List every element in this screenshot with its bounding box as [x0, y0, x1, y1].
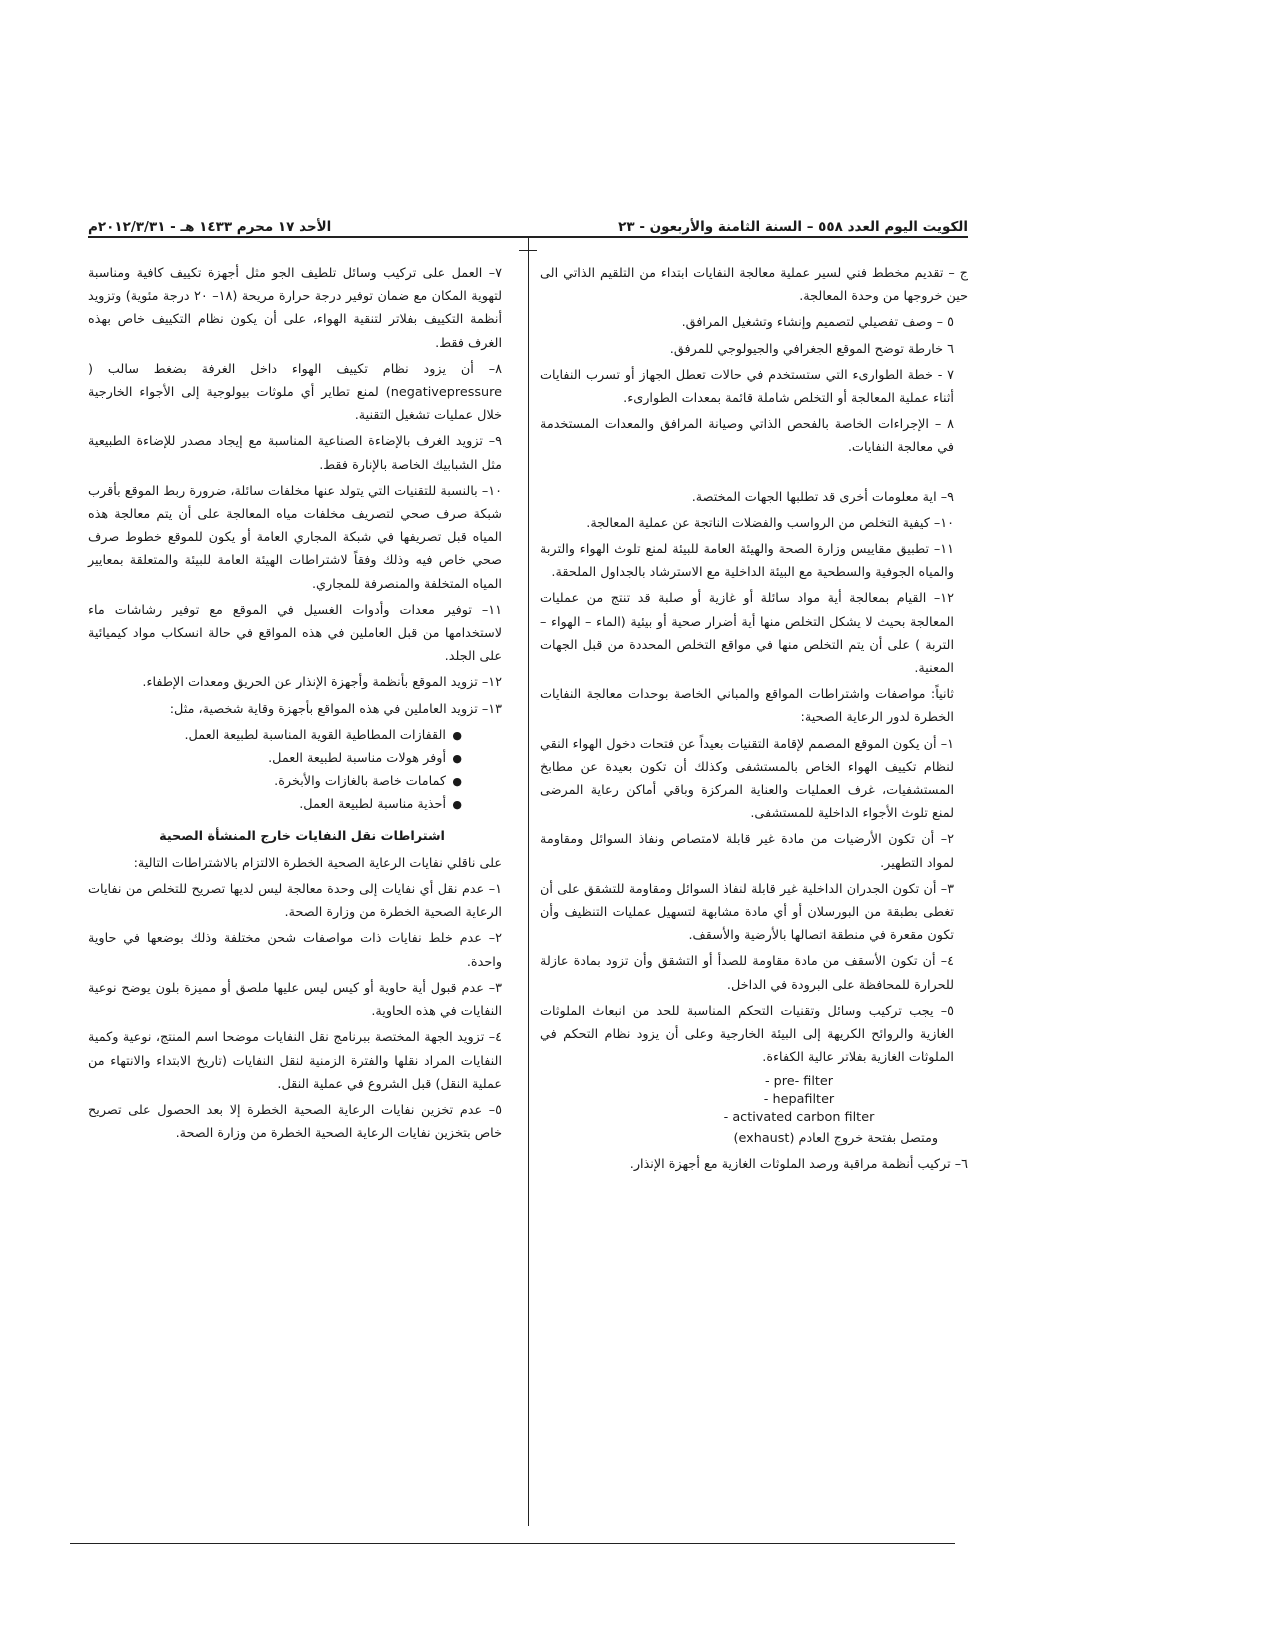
filter-list [540, 1073, 968, 1127]
paragraph: ١٠– بالنسبة للتقنيات التي يتولد عنها مخلفات سائلة، ضرورة ربط الموقع بأقرب شبكة صرف صحي لتصريف مخلفات مياه المعالجة على أن يتم معالجة هذه المياه قبل تصريفها في شبكة المجاري العامة أو يكون للموقع خطوط صرف صحي خاص فيه وذلك وفقاً لاشتراطات الهيئة العامة للبيئة والمتعلقة بمعايير المياه المتخلفة والمنصرفة للمجاري. [88, 483, 502, 592]
page-header [88, 213, 968, 235]
paragraph: ١٢– القيام بمعالجة أية مواد سائلة أو غازية أو صلبة قد تنتج من عمليات المعالجة بحيث لا يشكل التخلص منها أية أضرار صحية أو بيئية (الماء – الهواء – التربة ) على أن يتم التخلص منها في مواقع التخلص المحددة من قبل الجهات المعنية. [540, 591, 954, 677]
section-title: اشتراطات نقل النفايات خارج المنشأة الصحية [159, 828, 445, 844]
paragraph: ٨– أن يزود نظام تكييف الهواء داخل الغرفة بضغط سالب ( negativepressure) لمنع تطاير أي ملوثات بيولوجية إلى الأجواء الخارجية خلال عمليات تشغيل التقنية. [88, 361, 502, 424]
right-column [540, 262, 968, 1179]
paragraph: ٣– أن تكون الجدران الداخلية غير قابلة لنفاذ السوائل ومقاومة للتشقق على أن تغطى بطبقة من البورسلان أو أي مادة مشابهة لتسهيل عمليات التنظيف وأن تكون مقعرة في منطقة اتصالها بالأرضية والأسقف. [540, 881, 954, 944]
paragraph: ٣– عدم قبول أية حاوية أو كيس ليس عليها ملصق أو مميزة بلون يوضح نوعية النفايات في هذه الحاوية. [88, 980, 502, 1020]
paragraph: ٧ - خطة الطوارىء التي ستستخدم في حالات تعطل الجهاز أو تسرب النفايات أثناء عملية المعالجة أو التخلص شاملة قائمة بمعدات الطوارىء. [540, 367, 954, 407]
paragraph: ١٣– تزويد العاملين في هذه المواقع بأجهزة وقاية شخصية، مثل: [169, 701, 502, 717]
ppe-bullet-list [88, 724, 516, 817]
filter-item: - activated carbon filter [723, 1109, 875, 1125]
left-column [88, 262, 516, 1148]
paragraph: ٢– أن تكون الأرضيات من مادة غير قابلة لامتصاص ونفاذ السوائل ومقاومة لمواد التطهير. [540, 832, 954, 871]
paragraph: ٦ خارطة توضح الموقع الجغرافي والجيولوجي للمرفق. [669, 341, 954, 357]
list-item: ● أوفر هولات مناسبة لطبيعة العمل. [88, 747, 446, 770]
filter-item: - pre- filter [764, 1073, 834, 1089]
paragraph: ١١– تطبيق مقاييس وزارة الصحة والهيئة العامة للبيئة لمنع تلوث الهواء والتربة والمياه الجوفية والسطحية مع البيئة الداخلية مع الاسترشاد بالجداول الملحقة. [540, 542, 954, 581]
paragraph: ٥– عدم تخزين نفايات الرعاية الصحية الخطرة إلا بعد الحصول على تصريح خاص بتخزين نفايات الرعاية الصحية الخطرة من وزارة الصحة. [88, 1102, 502, 1142]
header-issue-info: الكويت اليوم العدد ٥٥٨ – السنة الثامنة والأربعون - ٢٣ [618, 219, 968, 235]
paragraph: ج – تقديم مخطط فني لسير عملية معالجة النفايات ابتداء من التلقيم الذاتي الى حين خروجها من وحدة المعالجة. [540, 266, 968, 305]
paragraph: ١– أن يكون الموقع المصمم لإقامة التقنيات بعيداً عن فتحات دخول الهواء النقي لنظام تكييف الهواء الخاص بالمستشفى وكذلك أن تكون بعيدة عن مطابخ المستشفيات، غرف العمليات والعناية المركزة وباقي أماكن رعاية المرضى لمنع تلوث الأجواء الداخلية للمستشفى. [540, 736, 954, 822]
list-item: ● أحذية مناسبة لطبيعة العمل. [88, 793, 446, 816]
paragraph: ٢– عدم خلط نفايات ذات مواصفات شحن مختلفة وذلك بوضعها في حاوية واحدة. [88, 931, 502, 970]
list-item: ● كمامات خاصة بالغازات والأبخرة. [88, 770, 446, 793]
divider-cross-mark [519, 250, 537, 251]
filter-item: - hepafilter [763, 1091, 835, 1107]
paragraph: ٦– تركيب أنظمة مراقبة ورصد الملوثات الغازية مع أجهزة الإنذار. [629, 1156, 968, 1172]
paragraph: ٩– تزويد الغرف بالإضاءة الصناعية المناسبة مع إيجاد مصدر للإضاءة الطبيعية مثل الشبابيك الخاصة بالإنارة فقط. [88, 434, 502, 473]
exhaust-line: ومتصل بفتحة خروج العادم (exhaust) [733, 1130, 938, 1146]
paragraph: ١٢– تزويد الموقع بأنظمة وأجهزة الإنذار عن الحريق ومعدات الإطفاء. [142, 675, 502, 691]
list-item: ● القفازات المطاطية القوية المناسبة لطبيعة العمل. [88, 724, 446, 747]
paragraph: على ناقلي نفايات الرعاية الصحية الخطرة الالتزام بالاشتراطات التالية: [133, 855, 502, 871]
paragraph: ١٠– كيفية التخلص من الرواسب والفضلات الناتجة عن عملية المعالجة. [586, 515, 954, 531]
paragraph: ٨ – الإجراءات الخاصة بالفحص الذاتي وصيانة المرافق والمعدات المستخدمة في معالجة النفايات. [540, 417, 954, 456]
paragraph: ٥ – وصف تفصيلي لتصميم وإنشاء وتشغيل المرافق. [681, 315, 954, 331]
paragraph: ٤– تزويد الجهة المختصة ببرنامج نقل النفايات موضحا اسم المنتج، نوعية وكمية النفايات المراد نقلها والفترة الزمنية لنقل النفايات (تاريخ الابتداء والانتهاء من عملية النقل) قبل الشروع في عملية النقل. [88, 1030, 502, 1092]
paragraph: ٧– العمل على تركيب وسائل تلطيف الجو مثل أجهزة تكييف كافية ومناسبة لتهوية المكان مع ضمان توفير درجة حرارة مريحة (١٨– ٢٠ درجة مئوية) وتزويد أنظمة التكييف بفلاتر لتنقية الهواء، على أن يكون نظام التكييف خاص بهذه الغرف فقط. [88, 266, 502, 351]
paragraph: ٤– أن تكون الأسقف من مادة مقاومة للصدأ أو التشقق وأن تزود بمادة عازلة للحرارة للمحافظة على البرودة في الداخل. [540, 954, 954, 993]
paragraph: ١– عدم نقل أي نفايات إلى وحدة معالجة ليس لديها تصريح للتخلص من نفايات الرعاية الصحية الخطرة من وزارة الصحة. [88, 882, 502, 921]
paragraph: ٩– اية معلومات أخرى قد تطلبها الجهات المختصة. [691, 489, 954, 505]
section-heading: ثانياً: مواصفات واشتراطات المواقع والمباني الخاصة بوحدات معالجة النفايات الخطرة لدور الرعاية الصحية: [540, 687, 954, 726]
column-divider [528, 238, 529, 1526]
paragraph: ١١– توفير معدات وأدوات الغسيل في الموقع مع توفير رشاشات ماء لاستخدامها من قبل العاملين في هذه المواقع في حالة انسكاب مواد كيميائية على الجلد. [88, 602, 502, 665]
header-date: الأحد ١٧ محرم ١٤٣٣ هـ - ٢٠١٢/٣/٣١م [88, 219, 332, 235]
bottom-rule [70, 1543, 955, 1544]
paragraph: ٥– يجب تركيب وسائل وتقنيات التحكم المناسبة للحد من انبعاث الملوثات الغازية والروائح الكريهة إلى البيئة الخارجية وعلى أن يزود نظام التحكم في الملوثات الغازية بفلاتر عالية الكفاءة. [540, 1003, 954, 1066]
